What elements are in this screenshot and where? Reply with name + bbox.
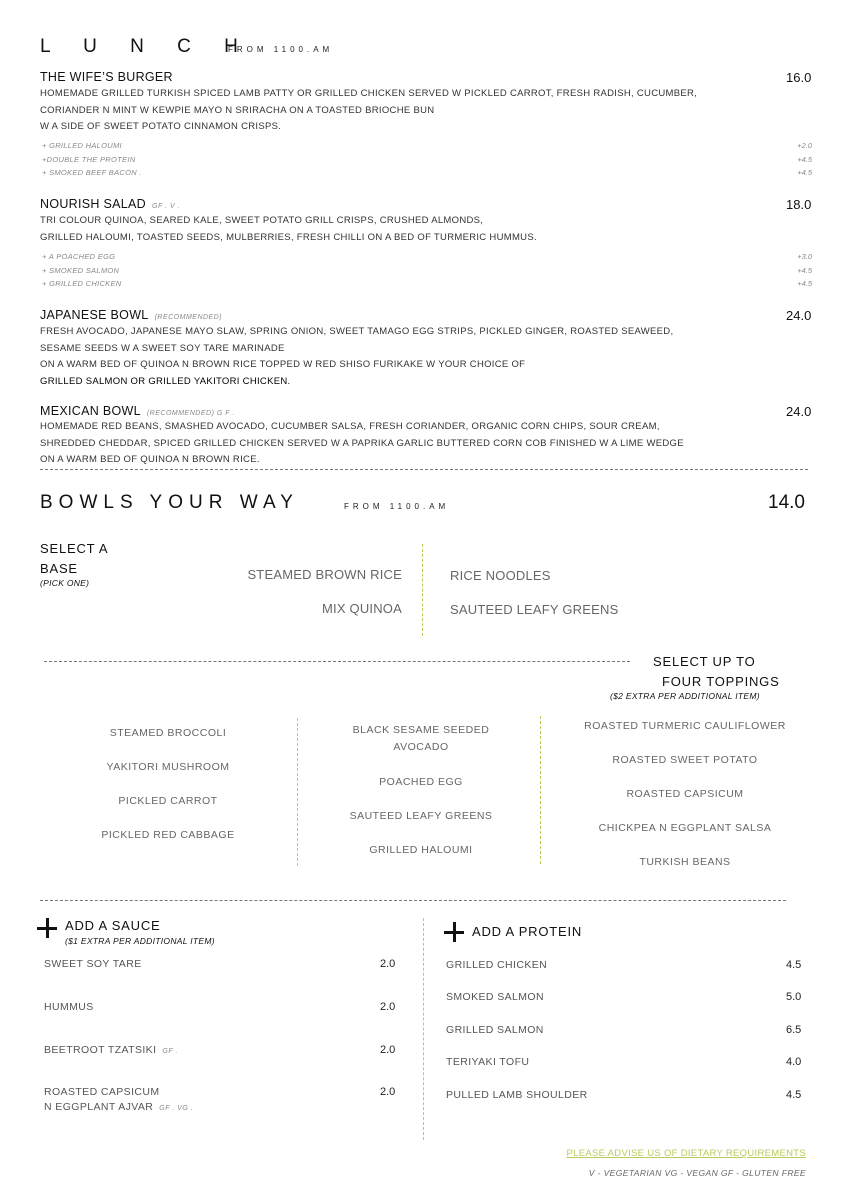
recommended-tag: (RECOMMENDED) G F .: [146, 410, 235, 417]
protein-name: SMOKED SALMON: [446, 991, 544, 1003]
plus-icon: [37, 918, 57, 938]
addon-list: [42, 139, 142, 180]
menu-item-name: MEXICAN BOWL: [40, 404, 141, 418]
description-line: FRESH AVOCADO, JAPANESE MAYO SLAW, SPRING ONION, SWEET TAMAGO EGG STRIPS, PICKLED GINGER, ROASTED SEAWEED,: [40, 326, 674, 337]
base-option: STEAMED BROWN RICE: [247, 567, 402, 582]
sauce-name: SWEET SOY TARE: [44, 958, 142, 970]
recommended-tag: (RECOMMENDED): [154, 314, 223, 321]
protein-choice: GRILLED SALMON OR GRILLED YAKITORI CHICKEN.: [40, 375, 291, 387]
sauce-name: HUMMUS: [44, 1001, 94, 1013]
plus-icon: [444, 922, 464, 942]
sauce-price: 2.0: [380, 1086, 396, 1098]
description-line: CORIANDER N MINT W KEWPIE MAYO N SRIRACHA ON A TOASTED BRIOCHE BUN: [40, 104, 435, 116]
addon-price: +4.5: [797, 265, 812, 275]
base-option: SAUTEED LEAFY GREENS: [450, 602, 619, 617]
addon-price: +4.5: [797, 279, 812, 288]
bowls-from-time: FROM 1100.AM: [344, 502, 450, 511]
sauce-label: ADD A SAUCE: [65, 918, 161, 933]
menu-item-description: [40, 324, 673, 390]
addon-name: + GRILLED CHICKEN: [42, 279, 122, 288]
description-line: GRILLED HALOUMI, TOASTED SEEDS, MULBERRIES, FRESH CHILLI ON A BED OF TURMERIC HUMMUS.: [40, 231, 537, 243]
sauce-price: 2.0: [380, 958, 396, 970]
protein-price: 5.0: [786, 991, 802, 1003]
menu-item-title: [40, 197, 180, 211]
description-line: ON A WARM BED OF QUINOA N BROWN RICE.: [40, 454, 260, 465]
section-divider: [40, 469, 808, 470]
dietary-tag: GF .: [162, 1048, 178, 1055]
topping-option: SAUTEED LEAFY GREENS: [349, 810, 493, 822]
topping-option: YAKITORI MUSHROOM: [106, 761, 230, 773]
addon-name: +DOUBLE THE PROTEIN: [42, 154, 136, 164]
sauce-name-line-2: N EGGPLANT AJVAR: [44, 1101, 154, 1113]
dietary-legend: V - VEGETARIAN VG - VEGAN GF - GLUTEN FREE: [588, 1168, 806, 1178]
base-note: (PICK ONE): [40, 578, 90, 588]
protein-name: GRILLED CHICKEN: [446, 959, 548, 971]
dietary-tag: GF . V .: [152, 203, 181, 210]
section-divider: [44, 661, 630, 662]
menu-item-description: [40, 213, 537, 246]
menu-item-price: 24.0: [786, 404, 812, 419]
dietary-advice-link[interactable]: PLEASE ADVISE US OF DIETARY REQUIREMENTS: [566, 1148, 806, 1159]
topping-option: TURKISH BEANS: [639, 856, 731, 868]
description-line: SESAME SEEDS W A SWEET SOY TARE MARINADE: [40, 342, 285, 354]
menu-item-title: [40, 308, 222, 322]
description-line: HOMEMADE GRILLED TURKISH SPICED LAMB PATTY OR GRILLED CHICKEN SERVED W PICKLED CARROT, FRESH RADISH, CUCUMBER,: [40, 88, 698, 99]
menu-item-name: NOURISH SALAD: [40, 197, 147, 211]
topping-option: GRILLED HALOUMI: [369, 844, 473, 856]
section-divider: [40, 900, 786, 901]
addon-list: [42, 250, 122, 291]
column-divider: [423, 918, 424, 1140]
menu-item-name: JAPANESE BOWL: [40, 308, 149, 322]
addon-name: + SMOKED SALMON: [42, 265, 120, 275]
addon-name: + GRILLED HALOUMI: [42, 141, 122, 150]
addon-price: +4.5: [797, 168, 812, 177]
sauce-name: BEETROOT TZATSIKI: [44, 1044, 157, 1056]
protein-price: 4.5: [786, 1089, 802, 1101]
topping-option: BLACK SESAME SEEDED: [352, 724, 490, 736]
protein-price: 6.5: [786, 1024, 802, 1036]
column-divider: [422, 544, 423, 636]
protein-name: TERIYAKI TOFU: [446, 1056, 530, 1068]
lunch-title: L U N C H: [40, 36, 252, 57]
addon-name: + A POACHED EGG: [42, 252, 116, 261]
topping-option: ROASTED CAPSICUM: [626, 788, 744, 800]
topping-option: ROASTED TURMERIC CAULIFLOWER: [584, 720, 786, 732]
menu-item-title: [40, 404, 235, 418]
topping-option: PICKLED RED CABBAGE: [101, 829, 235, 841]
base-label: BASE: [40, 561, 78, 576]
toppings-note: ($2 EXTRA PER ADDITIONAL ITEM): [610, 691, 760, 701]
dietary-tag: GF . VG .: [159, 1105, 194, 1112]
sauce-name: ROASTED CAPSICUM: [44, 1086, 160, 1098]
menu-item-price: 18.0: [786, 197, 812, 212]
addon-price: +4.5: [797, 154, 812, 164]
description-line: SHREDDED CHEDDAR, SPICED GRILLED CHICKEN SERVED W A PAPRIKA GARLIC BUTTERED CORN COB FINISHED W A LIME WEDGE: [40, 437, 684, 449]
topping-option: STEAMED BROCCOLI: [109, 727, 227, 739]
topping-option: ROASTED SWEET POTATO: [612, 754, 758, 766]
menu-item-name: THE WIFE’S BURGER: [40, 70, 173, 84]
sauce-price: 2.0: [380, 1001, 396, 1013]
lunch-from-time: FROM 1100.AM: [228, 45, 334, 54]
sauce-price: 2.0: [380, 1044, 396, 1056]
toppings-label: FOUR TOPPINGS: [662, 674, 780, 689]
topping-option: POACHED EGG: [379, 776, 463, 788]
menu-item-price: 16.0: [786, 70, 812, 85]
addon-price: +3.0: [797, 252, 812, 261]
sauce-item-title: [44, 1043, 178, 1059]
base-label: SELECT A: [40, 541, 109, 556]
topping-option: PICKLED CARROT: [118, 795, 218, 807]
toppings-label: SELECT UP TO: [653, 654, 756, 669]
protein-price: 4.0: [786, 1056, 802, 1068]
sauce-item-title: [44, 1085, 193, 1116]
protein-price: 4.5: [786, 959, 802, 971]
bowls-price: 14.0: [768, 492, 805, 513]
menu-item-description: [40, 86, 697, 136]
bowls-title: BOWLS YOUR WAY: [40, 492, 299, 513]
protein-label: ADD A PROTEIN: [472, 924, 583, 939]
addon-price: +2.0: [797, 141, 812, 150]
protein-name: GRILLED SALMON: [446, 1024, 544, 1036]
addon-prices: [760, 139, 812, 180]
menu-item-description: [40, 419, 684, 469]
topping-option: AVOCADO: [393, 741, 449, 753]
column-divider: [540, 716, 541, 864]
description-line: ON A WARM BED OF QUINOA N BROWN RICE TOPPED W RED SHISO FURIKAKE W YOUR CHOICE OF: [40, 359, 526, 370]
description-line: W A SIDE OF SWEET POTATO CINNAMON CRISPS.: [40, 121, 282, 132]
sauce-note: ($1 EXTRA PER ADDITIONAL ITEM): [65, 936, 215, 946]
menu-item-price: 24.0: [786, 308, 812, 323]
addon-prices: [760, 250, 812, 291]
description-line: HOMEMADE RED BEANS, SMASHED AVOCADO, CUCUMBER SALSA, FRESH CORIANDER, ORGANIC CORN CHIPS, SOUR CREAM,: [40, 421, 660, 432]
base-option: RICE NOODLES: [450, 568, 551, 583]
addon-name: + SMOKED BEEF BACON .: [42, 168, 142, 177]
base-option: MIX QUINOA: [321, 601, 402, 616]
topping-option: CHICKPEA N EGGPLANT SALSA: [598, 822, 772, 834]
protein-name: PULLED LAMB SHOULDER: [446, 1089, 588, 1101]
column-divider: [297, 718, 298, 866]
description-line: TRI COLOUR QUINOA, SEARED KALE, SWEET POTATO GRILL CRISPS, CRUSHED ALMONDS,: [40, 215, 484, 226]
